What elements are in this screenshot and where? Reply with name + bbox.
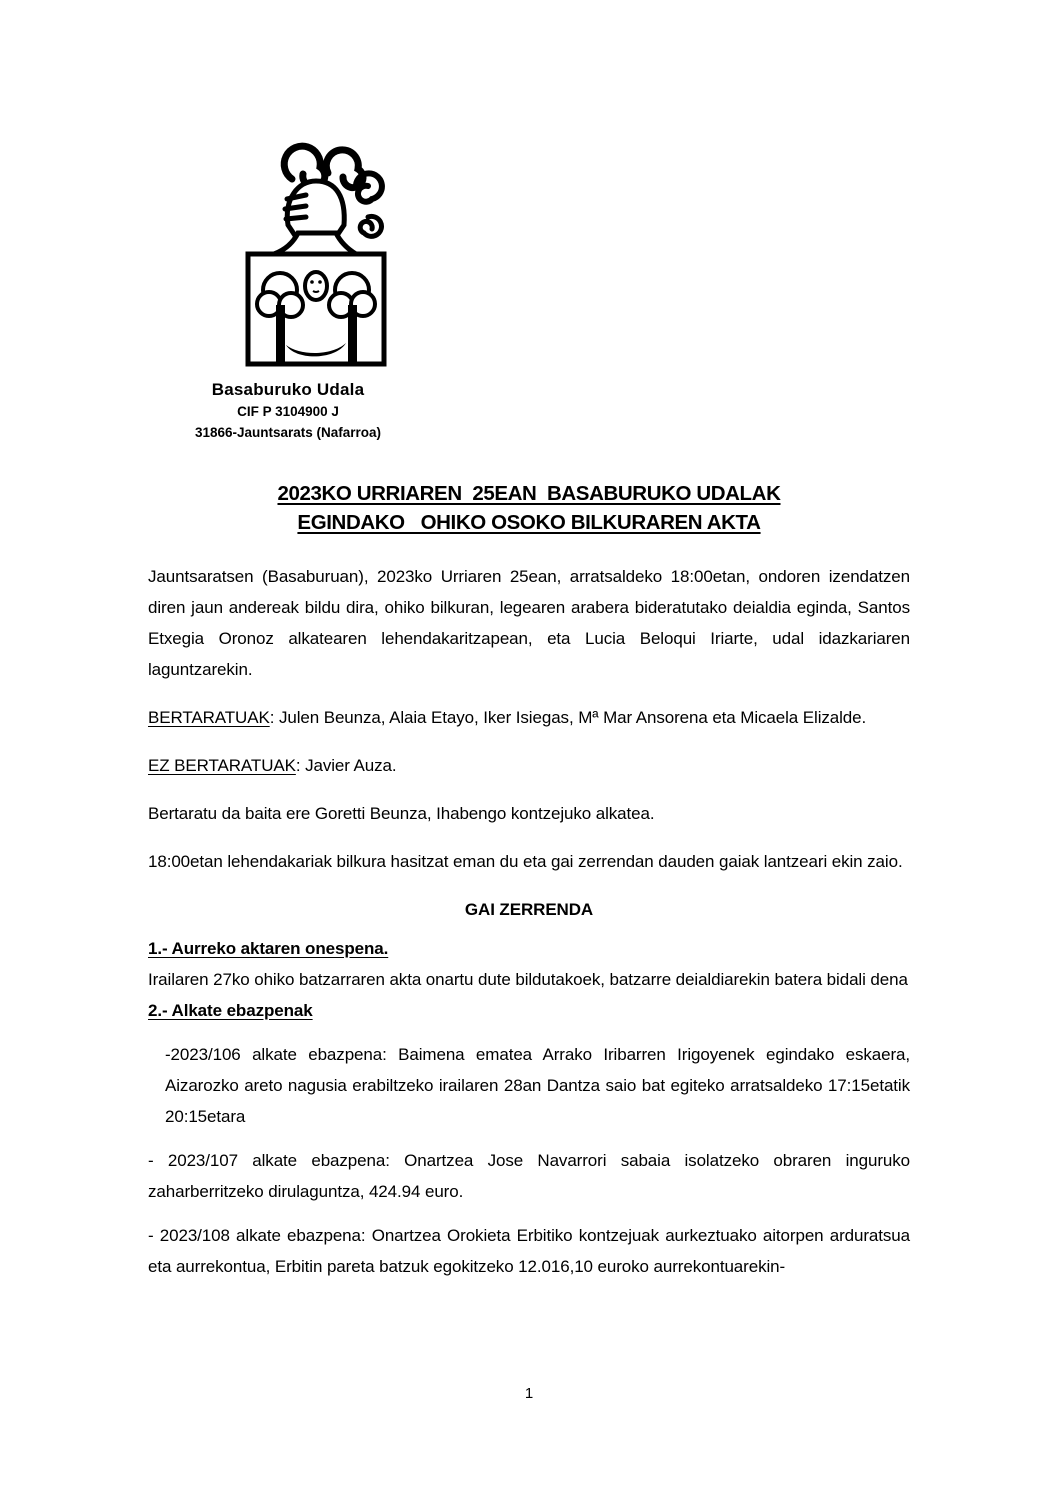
agenda-item-1-body: Irailaren 27ko ohiko batzarraren akta onartu dute bildutakoek, batzarre deialdiarekin batera bidali dena [148,970,908,989]
agenda-heading: GAI ZERRENDA [464,900,594,919]
intro-paragraph: Jauntsaratsen (Basaburuan), 2023ko Urriaren 25ean, arratsaldeko 18:00etan, ondoren izendatzen diren jaun andereak bildu dira, ohiko bilkuran, legearen arabera bideratutako deialdia eginda, Santos Etxegia Oronoz alkatearen lehendakaritzapean, eta Lucia Beloqui Iriarte, udal idazkariaren laguntzarekin. [148,567,910,679]
resolution-item-2023-107: - 2023/107 alkate ebazpena: Onartzea Jose Navarrori sabaia isolatzeko obraren inguruko zaharberritzeko dirulaguntza, 424.94 euro. [148,1151,910,1201]
document-title-line1: 2023KO URRIAREN 25EAN BASABURUKO UDALAK [277,482,781,505]
attendees-paragraph [148,702,910,733]
session-opening-paragraph: 18:00etan lehendakariak bilkura hasitzat eman du eta gai zerrendan dauden gaiak lantzeari ekin zaio. [148,852,903,871]
attendees-list: : Julen Beunza, Alaia Etayo, Iker Isiegas, Mª Mar Ansorena eta Micaela Elizalde. [269,708,867,727]
absent-list: : Javier Auza. [295,756,397,775]
org-cif: CIF P 3104900 J [237,404,339,419]
org-name: Basaburuko Udala [211,380,365,399]
document-title-line2: EGINDAKO OHIKO OSOKO BILKURAREN AKTA [297,511,761,534]
org-address: 31866-Jauntsarats (Nafarroa) [194,425,382,440]
attendees-label: BERTARATUAK [148,708,270,727]
page-number: 1 [524,1385,534,1402]
document-body [148,479,910,1282]
document-title [148,479,910,537]
resolution-item-2023-108: - 2023/108 alkate ebazpena: Onartzea Orokieta Erbitiko kontzejuak aurkeztuako aitorpen arduratsua eta aurrekontua, Erbitin pareta batzuk egokitzeko 12.016,10 euroko aurrekontuarekin- [148,1226,910,1276]
coat-of-arms-icon [240,133,392,371]
absent-label: EZ BERTARATUAK [148,756,296,775]
letterhead [148,133,448,443]
also-present-paragraph: Bertaratu da baita ere Goretti Beunza, Ihabengo kontzejuko alkatea. [148,804,655,823]
resolution-item-2023-106: -2023/106 alkate ebazpena: Baimena ematea Arrako Iribarren Irigoyenek egindako eskaera, Aizarozko areto nagusia erabiltzeko irailaren 28an Dantza saio bat egiteko arratsaldeko 17:15etatik 20:15etara [165,1045,910,1126]
agenda-item-2-title: 2.- Alkate ebazpenak [148,1001,313,1020]
absent-paragraph [148,750,910,781]
agenda-item-1-title: 1.- Aurreko aktaren onespena. [148,939,389,958]
org-identification [148,379,428,443]
